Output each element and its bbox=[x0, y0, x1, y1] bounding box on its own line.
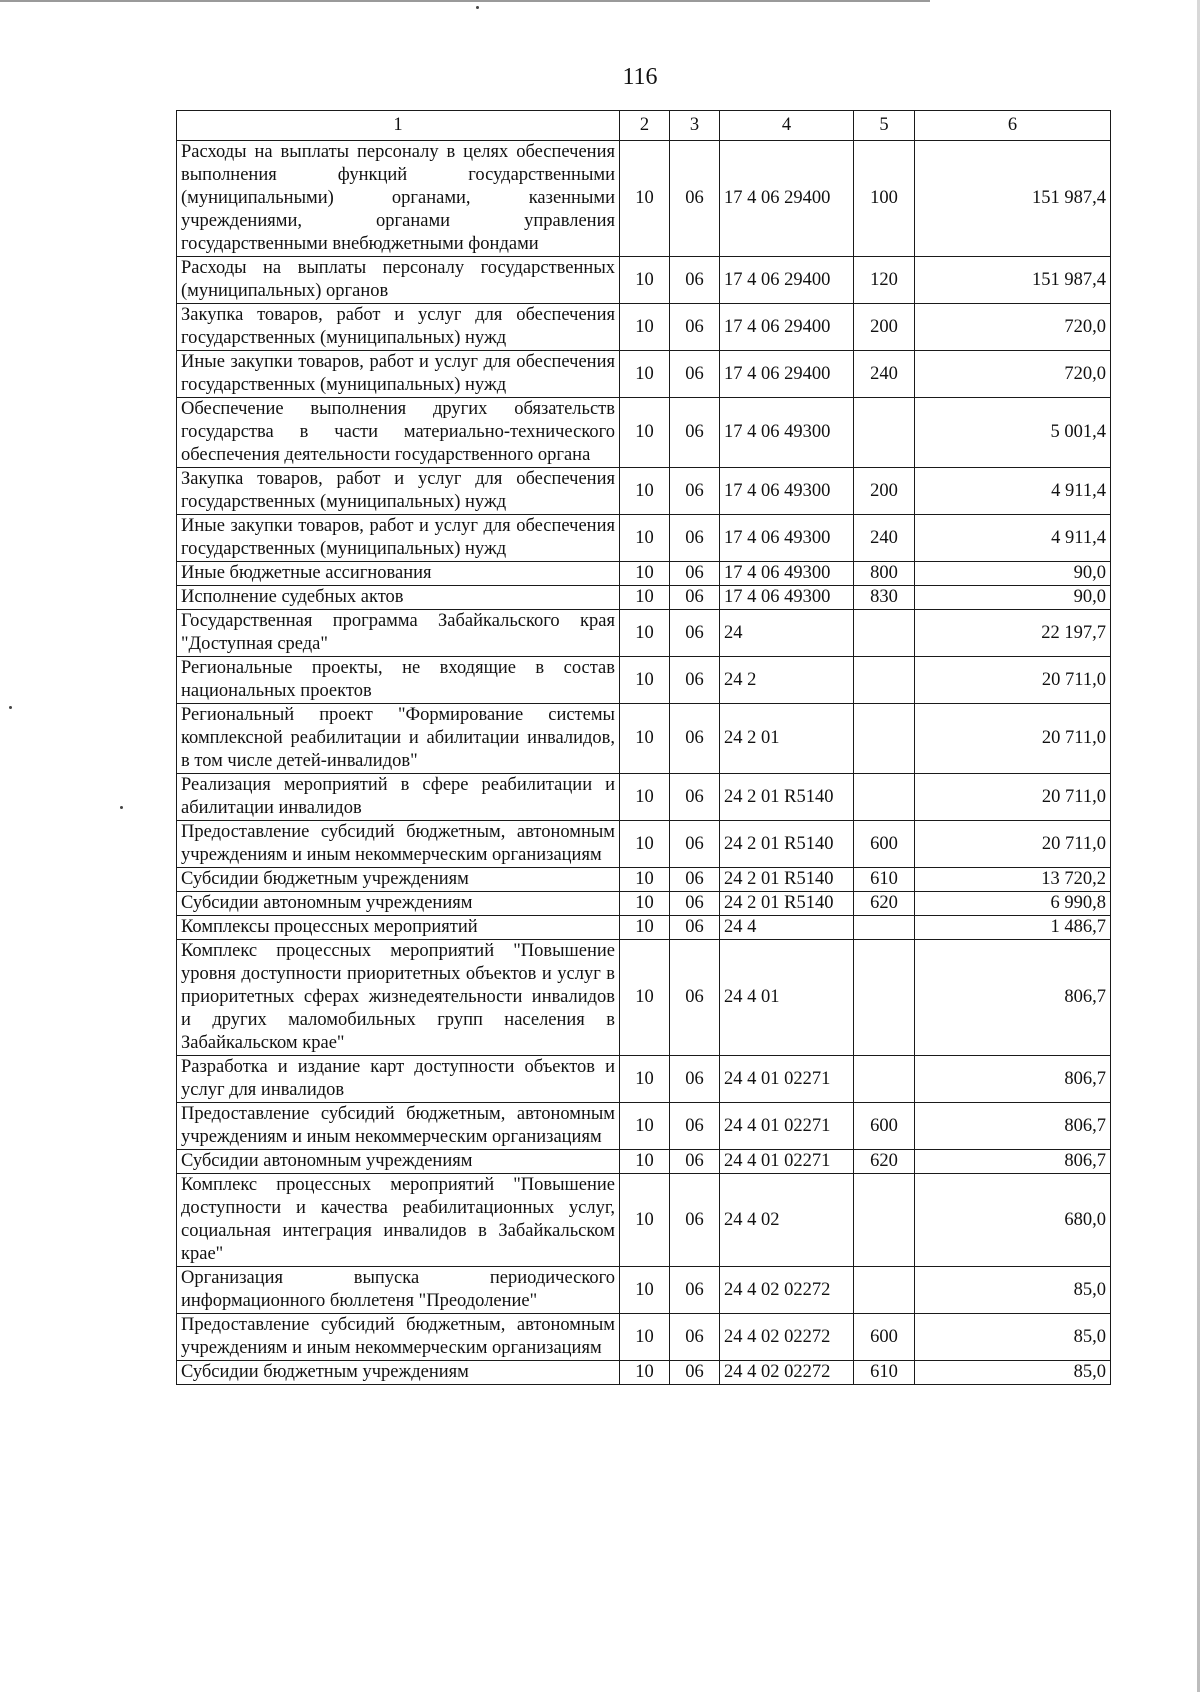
row-expense-type-cell: 100 bbox=[854, 141, 915, 257]
row-section-cell: 10 bbox=[620, 940, 670, 1056]
row-target-code-cell: 24 4 02 02272 bbox=[720, 1314, 854, 1361]
row-name-cell: Субсидии автономным учреждениям bbox=[177, 892, 620, 916]
row-expense-type-cell bbox=[854, 610, 915, 657]
row-amount-cell: 85,0 bbox=[915, 1267, 1111, 1314]
row-target-code-cell: 24 4 02 bbox=[720, 1174, 854, 1267]
table-row bbox=[177, 774, 1111, 821]
row-subsection-cell: 06 bbox=[670, 868, 720, 892]
column-header-3: 3 bbox=[670, 111, 720, 141]
column-header-4: 4 bbox=[720, 111, 854, 141]
table-row bbox=[177, 1174, 1111, 1267]
header-row bbox=[177, 111, 1111, 141]
table-body bbox=[177, 141, 1111, 1385]
scan-speck bbox=[476, 6, 479, 9]
row-name-cell: Иные закупки товаров, работ и услуг для обеспечения государственных (муниципальных) нужд bbox=[177, 515, 620, 562]
row-section-cell: 10 bbox=[620, 1174, 670, 1267]
row-amount-cell: 806,7 bbox=[915, 1056, 1111, 1103]
row-target-code-cell: 17 4 06 29400 bbox=[720, 351, 854, 398]
column-header-6: 6 bbox=[915, 111, 1111, 141]
row-section-cell: 10 bbox=[620, 141, 670, 257]
column-header-1: 1 bbox=[177, 111, 620, 141]
table-row bbox=[177, 1103, 1111, 1150]
row-expense-type-cell: 120 bbox=[854, 257, 915, 304]
table-row bbox=[177, 1314, 1111, 1361]
row-amount-cell: 806,7 bbox=[915, 1150, 1111, 1174]
row-name-cell: Комплексы процессных мероприятий bbox=[177, 916, 620, 940]
row-name-cell: Закупка товаров, работ и услуг для обеспечения государственных (муниципальных) нужд bbox=[177, 304, 620, 351]
row-amount-cell: 720,0 bbox=[915, 351, 1111, 398]
table-row bbox=[177, 141, 1111, 257]
row-subsection-cell: 06 bbox=[670, 257, 720, 304]
row-name-cell: Государственная программа Забайкальского края "Доступная среда" bbox=[177, 610, 620, 657]
row-subsection-cell: 06 bbox=[670, 398, 720, 468]
row-expense-type-cell: 830 bbox=[854, 586, 915, 610]
table-row bbox=[177, 1361, 1111, 1385]
row-name-cell: Предоставление субсидий бюджетным, автономным учреждениям и иным некоммерческим организациям bbox=[177, 1314, 620, 1361]
row-amount-cell: 4 911,4 bbox=[915, 468, 1111, 515]
row-target-code-cell: 24 4 bbox=[720, 916, 854, 940]
row-section-cell: 10 bbox=[620, 1150, 670, 1174]
table-row bbox=[177, 257, 1111, 304]
row-amount-cell: 1 486,7 bbox=[915, 916, 1111, 940]
row-target-code-cell: 17 4 06 49300 bbox=[720, 468, 854, 515]
row-section-cell: 10 bbox=[620, 704, 670, 774]
row-expense-type-cell: 240 bbox=[854, 351, 915, 398]
row-target-code-cell: 24 4 01 bbox=[720, 940, 854, 1056]
row-subsection-cell: 06 bbox=[670, 1174, 720, 1267]
table-row bbox=[177, 1056, 1111, 1103]
row-name-cell: Закупка товаров, работ и услуг для обеспечения государственных (муниципальных) нужд bbox=[177, 468, 620, 515]
row-target-code-cell: 24 4 01 02271 bbox=[720, 1103, 854, 1150]
row-expense-type-cell bbox=[854, 1174, 915, 1267]
row-section-cell: 10 bbox=[620, 1361, 670, 1385]
row-expense-type-cell: 240 bbox=[854, 515, 915, 562]
row-section-cell: 10 bbox=[620, 515, 670, 562]
row-name-cell: Субсидии автономным учреждениям bbox=[177, 1150, 620, 1174]
row-expense-type-cell: 200 bbox=[854, 304, 915, 351]
row-subsection-cell: 06 bbox=[670, 657, 720, 704]
row-target-code-cell: 24 2 01 R5140 bbox=[720, 868, 854, 892]
table-row bbox=[177, 892, 1111, 916]
row-name-cell: Комплекс процессных мероприятий "Повышение уровня доступности приоритетных объектов и услуг в приоритетных сферах жизнедеятельности инвалидов и других маломобильных групп населения в Забайкальском крае" bbox=[177, 940, 620, 1056]
row-expense-type-cell bbox=[854, 398, 915, 468]
row-section-cell: 10 bbox=[620, 1103, 670, 1150]
table-row bbox=[177, 821, 1111, 868]
row-name-cell: Расходы на выплаты персоналу в целях обеспечения выполнения функций государственными (муниципальными) органами, казенными учреждениями, органами управления государственными внебюджетными фондами bbox=[177, 141, 620, 257]
column-header-5: 5 bbox=[854, 111, 915, 141]
row-amount-cell: 20 711,0 bbox=[915, 704, 1111, 774]
row-amount-cell: 806,7 bbox=[915, 940, 1111, 1056]
row-subsection-cell: 06 bbox=[670, 1150, 720, 1174]
row-amount-cell: 20 711,0 bbox=[915, 657, 1111, 704]
row-name-cell: Региональные проекты, не входящие в состав национальных проектов bbox=[177, 657, 620, 704]
row-target-code-cell: 24 2 01 bbox=[720, 704, 854, 774]
scan-speck bbox=[9, 706, 12, 709]
row-expense-type-cell bbox=[854, 1267, 915, 1314]
table-row bbox=[177, 468, 1111, 515]
row-expense-type-cell: 600 bbox=[854, 1103, 915, 1150]
row-target-code-cell: 24 bbox=[720, 610, 854, 657]
row-name-cell: Иные закупки товаров, работ и услуг для обеспечения государственных (муниципальных) нужд bbox=[177, 351, 620, 398]
row-subsection-cell: 06 bbox=[670, 468, 720, 515]
row-section-cell: 10 bbox=[620, 821, 670, 868]
budget-table bbox=[176, 110, 1111, 1385]
row-subsection-cell: 06 bbox=[670, 141, 720, 257]
row-subsection-cell: 06 bbox=[670, 704, 720, 774]
row-amount-cell: 720,0 bbox=[915, 304, 1111, 351]
row-subsection-cell: 06 bbox=[670, 940, 720, 1056]
row-name-cell: Предоставление субсидий бюджетным, автономным учреждениям и иным некоммерческим организациям bbox=[177, 1103, 620, 1150]
row-subsection-cell: 06 bbox=[670, 774, 720, 821]
row-name-cell: Организация выпуска периодического информационного бюллетеня "Преодоление" bbox=[177, 1267, 620, 1314]
row-section-cell: 10 bbox=[620, 351, 670, 398]
row-section-cell: 10 bbox=[620, 304, 670, 351]
table-row bbox=[177, 657, 1111, 704]
row-section-cell: 10 bbox=[620, 586, 670, 610]
row-expense-type-cell bbox=[854, 1056, 915, 1103]
row-amount-cell: 20 711,0 bbox=[915, 774, 1111, 821]
row-expense-type-cell: 610 bbox=[854, 1361, 915, 1385]
row-subsection-cell: 06 bbox=[670, 562, 720, 586]
row-amount-cell: 6 990,8 bbox=[915, 892, 1111, 916]
page-number: 116 bbox=[622, 64, 658, 90]
row-name-cell: Расходы на выплаты персоналу государственных (муниципальных) органов bbox=[177, 257, 620, 304]
row-target-code-cell: 17 4 06 49300 bbox=[720, 562, 854, 586]
row-target-code-cell: 17 4 06 49300 bbox=[720, 586, 854, 610]
row-section-cell: 10 bbox=[620, 774, 670, 821]
row-expense-type-cell: 200 bbox=[854, 468, 915, 515]
row-target-code-cell: 17 4 06 49300 bbox=[720, 515, 854, 562]
table-row bbox=[177, 515, 1111, 562]
row-subsection-cell: 06 bbox=[670, 916, 720, 940]
row-name-cell: Иные бюджетные ассигнования bbox=[177, 562, 620, 586]
row-name-cell: Исполнение судебных актов bbox=[177, 586, 620, 610]
row-target-code-cell: 24 4 02 02272 bbox=[720, 1267, 854, 1314]
row-name-cell: Региональный проект "Формирование системы комплексной реабилитации и абилитации инвалидов, в том числе детей-инвалидов" bbox=[177, 704, 620, 774]
row-subsection-cell: 06 bbox=[670, 1056, 720, 1103]
row-section-cell: 10 bbox=[620, 562, 670, 586]
row-section-cell: 10 bbox=[620, 916, 670, 940]
row-subsection-cell: 06 bbox=[670, 304, 720, 351]
row-section-cell: 10 bbox=[620, 1056, 670, 1103]
row-target-code-cell: 24 2 01 R5140 bbox=[720, 892, 854, 916]
row-section-cell: 10 bbox=[620, 892, 670, 916]
row-amount-cell: 85,0 bbox=[915, 1314, 1111, 1361]
row-expense-type-cell: 610 bbox=[854, 868, 915, 892]
row-target-code-cell: 24 2 01 R5140 bbox=[720, 774, 854, 821]
row-name-cell: Субсидии бюджетным учреждениям bbox=[177, 868, 620, 892]
table-row bbox=[177, 304, 1111, 351]
row-expense-type-cell: 620 bbox=[854, 1150, 915, 1174]
row-expense-type-cell bbox=[854, 774, 915, 821]
row-amount-cell: 680,0 bbox=[915, 1174, 1111, 1267]
row-expense-type-cell: 800 bbox=[854, 562, 915, 586]
row-amount-cell: 90,0 bbox=[915, 586, 1111, 610]
row-amount-cell: 90,0 bbox=[915, 562, 1111, 586]
row-subsection-cell: 06 bbox=[670, 1314, 720, 1361]
table-row bbox=[177, 868, 1111, 892]
table-row bbox=[177, 940, 1111, 1056]
row-amount-cell: 5 001,4 bbox=[915, 398, 1111, 468]
row-target-code-cell: 17 4 06 29400 bbox=[720, 257, 854, 304]
row-name-cell: Разработка и издание карт доступности объектов и услуг для инвалидов bbox=[177, 1056, 620, 1103]
table-row bbox=[177, 704, 1111, 774]
row-target-code-cell: 24 2 01 R5140 bbox=[720, 821, 854, 868]
row-amount-cell: 151 987,4 bbox=[915, 141, 1111, 257]
row-target-code-cell: 24 2 bbox=[720, 657, 854, 704]
row-expense-type-cell bbox=[854, 657, 915, 704]
scan-speck bbox=[120, 806, 123, 809]
row-subsection-cell: 06 bbox=[670, 1267, 720, 1314]
row-amount-cell: 4 911,4 bbox=[915, 515, 1111, 562]
row-subsection-cell: 06 bbox=[670, 515, 720, 562]
row-subsection-cell: 06 bbox=[670, 892, 720, 916]
table-row bbox=[177, 586, 1111, 610]
row-amount-cell: 13 720,2 bbox=[915, 868, 1111, 892]
scan-top-edge bbox=[0, 0, 930, 2]
row-amount-cell: 85,0 bbox=[915, 1361, 1111, 1385]
row-section-cell: 10 bbox=[620, 1314, 670, 1361]
row-subsection-cell: 06 bbox=[670, 1103, 720, 1150]
row-amount-cell: 151 987,4 bbox=[915, 257, 1111, 304]
row-target-code-cell: 24 4 02 02272 bbox=[720, 1361, 854, 1385]
row-name-cell: Реализация мероприятий в сфере реабилитации и абилитации инвалидов bbox=[177, 774, 620, 821]
row-name-cell: Обеспечение выполнения других обязательств государства в части материально-технического обеспечения деятельности государственного органа bbox=[177, 398, 620, 468]
column-header-2: 2 bbox=[620, 111, 670, 141]
row-name-cell: Предоставление субсидий бюджетным, автономным учреждениям и иным некоммерческим организациям bbox=[177, 821, 620, 868]
row-section-cell: 10 bbox=[620, 1267, 670, 1314]
row-section-cell: 10 bbox=[620, 868, 670, 892]
row-subsection-cell: 06 bbox=[670, 821, 720, 868]
table-row bbox=[177, 1267, 1111, 1314]
table-row bbox=[177, 398, 1111, 468]
row-subsection-cell: 06 bbox=[670, 586, 720, 610]
row-target-code-cell: 17 4 06 49300 bbox=[720, 398, 854, 468]
row-section-cell: 10 bbox=[620, 468, 670, 515]
row-amount-cell: 20 711,0 bbox=[915, 821, 1111, 868]
row-section-cell: 10 bbox=[620, 257, 670, 304]
row-expense-type-cell: 600 bbox=[854, 821, 915, 868]
row-expense-type-cell: 600 bbox=[854, 1314, 915, 1361]
row-expense-type-cell bbox=[854, 940, 915, 1056]
row-amount-cell: 22 197,7 bbox=[915, 610, 1111, 657]
table-row bbox=[177, 351, 1111, 398]
row-expense-type-cell bbox=[854, 704, 915, 774]
row-name-cell: Комплекс процессных мероприятий "Повышение доступности и качества реабилитационных услуг, социальная интеграция инвалидов в Забайкальском крае" bbox=[177, 1174, 620, 1267]
row-subsection-cell: 06 bbox=[670, 610, 720, 657]
row-target-code-cell: 24 4 01 02271 bbox=[720, 1150, 854, 1174]
row-name-cell: Субсидии бюджетным учреждениям bbox=[177, 1361, 620, 1385]
row-section-cell: 10 bbox=[620, 610, 670, 657]
table-row bbox=[177, 562, 1111, 586]
table-row bbox=[177, 916, 1111, 940]
budget-sheet bbox=[176, 110, 1110, 1385]
row-target-code-cell: 17 4 06 29400 bbox=[720, 141, 854, 257]
row-section-cell: 10 bbox=[620, 398, 670, 468]
row-expense-type-cell bbox=[854, 916, 915, 940]
row-amount-cell: 806,7 bbox=[915, 1103, 1111, 1150]
table-row bbox=[177, 1150, 1111, 1174]
table-header bbox=[177, 111, 1111, 141]
row-expense-type-cell: 620 bbox=[854, 892, 915, 916]
row-subsection-cell: 06 bbox=[670, 351, 720, 398]
table-row bbox=[177, 610, 1111, 657]
row-target-code-cell: 17 4 06 29400 bbox=[720, 304, 854, 351]
row-target-code-cell: 24 4 01 02271 bbox=[720, 1056, 854, 1103]
row-subsection-cell: 06 bbox=[670, 1361, 720, 1385]
row-section-cell: 10 bbox=[620, 657, 670, 704]
